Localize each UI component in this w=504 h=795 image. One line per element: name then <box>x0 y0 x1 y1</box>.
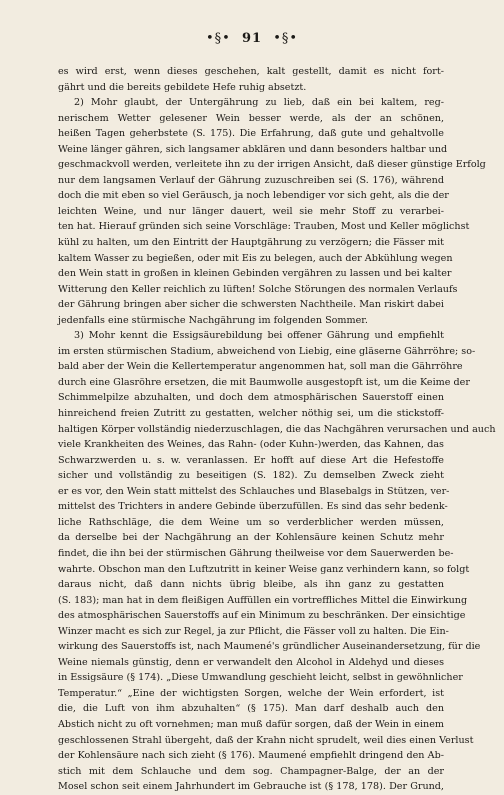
text-line: nerischem Wetter gelesener Wein besser werde, als der an schönen, <box>58 112 444 124</box>
ornament-left: •§• <box>205 31 231 46</box>
text-line: ten hat. Hierauf gründen sich seine Vorschläge: Trauben, Most und Keller möglichst <box>58 221 470 233</box>
text-line: er es vor, den Wein statt mittelst des Schlauches und Blasebalgs in Stützen, ver- <box>58 485 450 497</box>
text-line: jedenfalls eine stürmische Nachgährung im folgenden Sommer. <box>58 314 368 326</box>
text-line: hinreichend freien Zutritt zu gestatten, welcher nöthig sei, um die stickstoff- <box>58 408 444 420</box>
text-line: Schwarzwerden u. s. w. veranlassen. Er hofft auf diese Art die Hefestoffe <box>58 454 444 466</box>
text-line: geschmackvoll werden, verleitete ihn zu der irrigen Ansicht, daß dieser günstige Erfolg <box>58 159 486 171</box>
text-line: 3) Mohr kennt die Essigsäurebildung bei offener Gährung und empfiehlt <box>74 330 444 342</box>
body-text <box>58 64 496 795</box>
text-line: da derselbe bei der Nachgährung an der Kohlensäure keinen Schutz mehr <box>58 532 444 544</box>
text-line: daraus nicht, daß dann nichts übrig bleibe, als ihn ganz zu gestatten <box>58 579 444 591</box>
text-line: bald aber der Wein die Kellertemperatur angenommen hat, soll man die Gährröhre <box>58 361 463 373</box>
text-line: des atmosphärischen Sauerstoffs auf ein Minimum zu beschränken. Der einsichtige <box>58 610 466 622</box>
text-line: in Essigsäure (§ 174). „Diese Umwandlung geschieht leicht, selbst in gewöhnlicher <box>58 672 463 684</box>
text-line: der Kohlensäure nach sich zieht (§ 176). Maumené empfiehlt dringend den Ab- <box>58 750 444 762</box>
text-line: wirkung des Sauerstoffs ist, nach Maumené's gründlicher Auseinandersetzung, für die <box>58 641 481 653</box>
text-line: Abstich nicht zu oft vornehmen; man muß dafür sorgen, daß der Wein in einem <box>58 718 444 730</box>
text-line: liche Rathschläge, die dem Weine um so verderblicher werden müssen, <box>58 516 444 528</box>
text-line: gährt und die bereits gebildete Hefe ruhig absetzt. <box>58 81 307 93</box>
text-line: sicher und vollständig zu beseitigen (S. 182). Zu demselben Zweck zieht <box>58 470 444 482</box>
text-line: findet, die ihn bei der stürmischen Gährung theilweise vor dem Sauerwerden be- <box>58 547 454 559</box>
text-line: Temperatur.“ „Eine der wichtigsten Sorgen, welche der Wein erfordert, ist <box>58 687 444 699</box>
text-line: doch die mit eben so viel Geräusch, ja noch lebendiger vor sich geht, als die der <box>58 190 449 202</box>
text-line: mittelst des Trichters in andere Gebinde überzufüllen. Es sind das sehr bedenk- <box>58 501 448 513</box>
text-line: wahrte. Obschon man den Luftzutritt in keiner Weise ganz verhindern kann, so folgt <box>58 563 470 575</box>
text-line: heißen Tagen geherbstete (S. 175). Die Erfahrung, daß gute und gehaltvolle <box>58 128 444 140</box>
text-line: 2) Mohr glaubt, der Untergährung zu lieb, daß ein bei kaltem, reg- <box>74 97 444 109</box>
text-line: im ersten stürmischen Stadium, abweichend von Liebig, eine gläserne Gährröhre; so- <box>58 345 476 357</box>
text-line: durch eine Glasröhre ersetzen, die mit Baumwolle ausgestopft ist, um die Keime der <box>58 376 470 388</box>
text-line: Weine länger gähren, sich langsamer abklären und dann besonders haltbar und <box>58 143 448 155</box>
text-line: leichten Weine, und nur länger dauert, weil sie mehr Stoff zu verarbei- <box>58 205 444 217</box>
ornament-right: •§• <box>273 31 299 46</box>
text-line: haltigen Körper vollständig niederzuschlagen, die das Nachgähren verursachen und auch <box>58 423 496 435</box>
text-line: geschlossenen Strahl übergeht, daß der Krahn nicht sprudelt, weil dies einen Verlust <box>58 734 474 746</box>
text-line: Mosel schon seit einem Jahrhundert im Gebrauche ist (§ 178, 178). Der Grund, <box>58 781 444 793</box>
text-line: (S. 183); man hat in dem fleißigen Auffüllen ein vortreffliches Mittel die Einwirkung <box>58 594 468 606</box>
text-line: Witterung den Keller reichlich zu lüften! Solche Störungen des normalen Verlaufs <box>58 283 458 295</box>
text-line: es wird erst, wenn dieses geschehen, kalt gestellt, damit es nicht fort- <box>58 66 444 77</box>
text-line: stich mit dem Schlauche und dem sog. Champagner-Balge, der an der <box>58 765 444 777</box>
text-line: den Wein statt in großen in kleinen Gebinden vergähren zu lassen und bei kalter <box>58 268 452 280</box>
page-number: 91 <box>241 31 263 46</box>
text-line: der Gährung bringen aber sicher die schwersten Nachtheile. Man riskirt dabei <box>58 299 444 311</box>
text-line: nur dem langsamen Verlauf der Gährung zuzuschreiben sei (S. 176), während <box>58 174 444 186</box>
page-header <box>0 31 504 46</box>
text-line: kühl zu halten, um den Eintritt der Hauptgährung zu verzögern; die Fässer mit <box>58 237 444 249</box>
text-line: Schimmelpilze abzuhalten, und doch dem atmosphärischen Sauerstoff einen <box>58 392 444 404</box>
text-line: Winzer macht es sich zur Regel, ja zur Pflicht, die Fässer voll zu halten. Die Ein- <box>58 625 449 637</box>
text-line: die, die Luft von ihm abzuhalten“ (§ 175). Man darf deshalb auch den <box>58 703 444 715</box>
text-line: viele Krankheiten des Weines, das Rahn- (oder Kuhn-)werden, das Kahnen, das <box>58 439 444 451</box>
text-line: kaltem Wasser zu begießen, oder mit Eis zu belegen, auch der Abkühlung wegen <box>58 252 453 264</box>
text-line: Weine niemals günstig, denn er verwandelt den Alcohol in Aldehyd und dieses <box>58 656 444 668</box>
